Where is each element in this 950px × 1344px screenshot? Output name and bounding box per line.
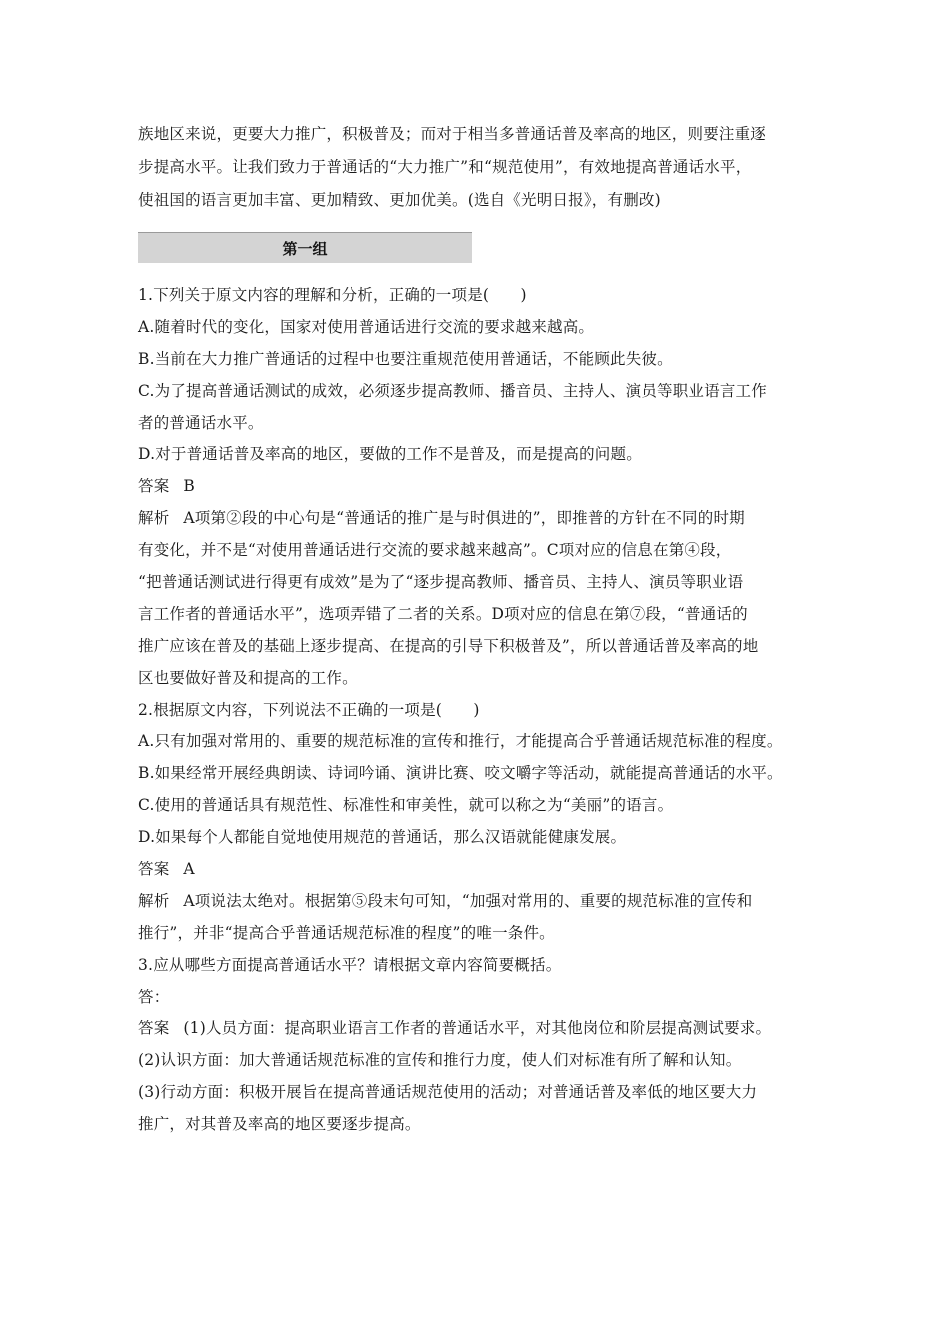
analysis-line	[138, 503, 828, 535]
analysis-text: A项说法太绝对。根据第⑤段末句可知，“加强对常用的、重要的规范标准的宣传和	[183, 891, 753, 910]
answer-label: 答案	[138, 477, 170, 496]
answer-label: 答案	[138, 860, 170, 879]
intro-line: 步提高水平。让我们致力于普通话的“大力推广”和“规范使用”，有效地提高普通话水平，	[138, 157, 752, 176]
intro-paragraph	[138, 118, 818, 216]
answer-value: A	[183, 860, 195, 879]
answer-point: (2)认识方面：加大普通话规范标准的宣传和推行力度，使人们对标准有所了解和认知。	[138, 1051, 742, 1070]
answer-prompt: 答：	[138, 987, 170, 1006]
analysis-text: A项第②段的中心句是“普通话的推广是与时俱进的”，即推普的方针在不同的时期	[183, 509, 745, 528]
question-3	[138, 950, 828, 1141]
analysis-line	[138, 886, 828, 918]
option-a: A.随着时代的变化，国家对使用普通话进行交流的要求越来越高。	[138, 317, 595, 336]
option-d: D.对于普通话普及率高的地区，要做的工作不是普及，而是提高的问题。	[138, 445, 642, 464]
analysis-text: 推行”，并非“提高合乎普通话规范标准的程度”的唯一条件。	[138, 923, 555, 942]
intro-line: 使祖国的语言更加丰富、更加精致、更加优美。(选自《光明日报》，有删改)	[138, 190, 661, 209]
analysis-text: 推广应该在普及的基础上逐步提高、在提高的引导下积极普及”，所以普通话普及率高的地	[138, 636, 759, 655]
answer-point: 推广，对其普及率高的地区要逐步提高。	[138, 1115, 421, 1134]
analysis-label: 解析	[138, 891, 170, 910]
question-1	[138, 280, 828, 695]
option-c: C.使用的普通话具有规范性、标准性和审美性，就可以称之为“美丽”的语言。	[138, 796, 674, 815]
analysis-label: 解析	[138, 509, 170, 528]
answer-label: 答案	[138, 1019, 170, 1038]
answer-point: (1)人员方面：提高职业语言工作者的普通话水平，对其他岗位和阶层提高测试要求。	[183, 1019, 772, 1038]
section-header	[138, 232, 472, 263]
answer-line	[138, 854, 828, 886]
question-2	[138, 695, 828, 950]
analysis-text: 有变化，并不是“对使用普通话进行交流的要求越来越高”。C项对应的信息在第④段，	[138, 541, 732, 560]
option-b: B.如果经常开展经典朗读、诗词吟诵、演讲比赛、咬文嚼字等活动，就能提高普通话的水平。	[138, 764, 783, 783]
answer-line	[138, 1013, 828, 1045]
option-c-continued: 者的普通话水平。	[138, 413, 264, 432]
question-list	[138, 280, 828, 1141]
question-stem: 3.应从哪些方面提高普通话水平？请根据文章内容简要概括。	[138, 955, 562, 974]
answer-line	[138, 471, 828, 503]
question-stem: 2.根据原文内容，下列说法不正确的一项是( )	[138, 700, 480, 719]
analysis-text: 区也要做好普及和提高的工作。	[138, 668, 358, 687]
answer-value: B	[183, 477, 195, 496]
answer-point: (3)行动方面：积极开展旨在提高普通话规范使用的活动；对普通话普及率低的地区要大力	[138, 1083, 758, 1102]
option-c: C.为了提高普通话测试的成效，必须逐步提高教师、播音员、主持人、演员等职业语言工作	[138, 381, 767, 400]
analysis-text: “把普通话测试进行得更有成效”是为了“逐步提高教师、播音员、主持人、演员等职业语	[138, 573, 744, 592]
option-d: D.如果每个人都能自觉地使用规范的普通话，那么汉语就能健康发展。	[138, 828, 627, 847]
option-a: A.只有加强对常用的、重要的规范标准的宣传和推行，才能提高合乎普通话规范标准的程度。	[138, 732, 783, 751]
option-b: B.当前在大力推广普通话的过程中也要注重规范使用普通话，不能顾此失彼。	[138, 349, 673, 368]
question-stem: 1.下列关于原文内容的理解和分析，正确的一项是( )	[138, 286, 527, 304]
section-title: 第一组	[282, 239, 328, 258]
intro-line: 族地区来说，更要大力推广，积极普及；而对于相当多普通话普及率高的地区，则要注重逐	[138, 125, 767, 143]
analysis-text: 言工作者的普通话水平”，选项弄错了二者的关系。D项对应的信息在第⑦段，“普通话的	[138, 604, 748, 623]
